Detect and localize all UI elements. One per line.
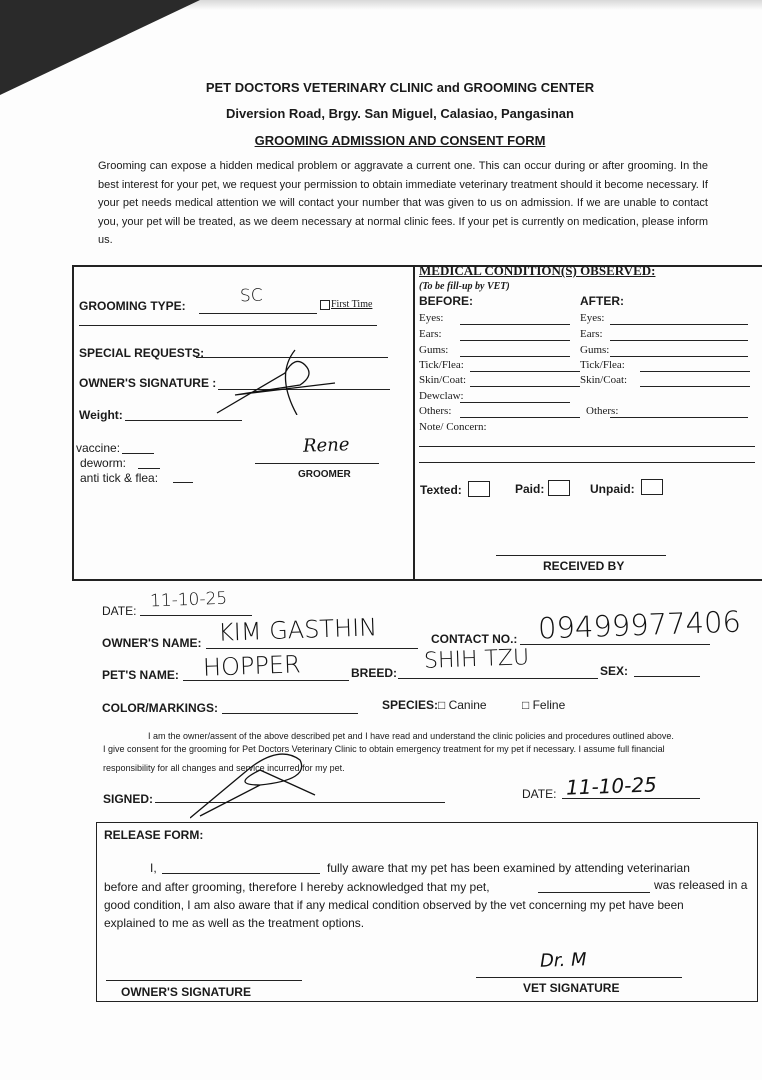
antitick-label: anti tick & flea: — [80, 471, 159, 485]
before-field-label: Tick/Flea: — [419, 359, 464, 371]
date-field[interactable] — [140, 615, 252, 616]
after-field-input[interactable] — [640, 371, 750, 372]
received-by-label: RECEIVED BY — [543, 559, 625, 573]
special-requests-label: SPECIAL REQUESTS: — [79, 346, 205, 360]
groomer-label: GROOMER — [298, 469, 351, 480]
scan-edge — [150, 0, 762, 10]
consent-date-value: 11-10-25 — [565, 772, 658, 800]
date-label: DATE: — [102, 604, 137, 618]
after-field-label: Skin/Coat: — [580, 374, 628, 386]
note-line-2[interactable] — [419, 462, 755, 463]
after-field-input[interactable] — [610, 417, 748, 418]
groomer-line[interactable] — [255, 463, 379, 464]
release-text-4: explained to me as well as the treatment options. — [104, 916, 365, 930]
release-text-1: fully aware that my pet has been examined by attending veterinarian — [327, 861, 690, 875]
clinic-name: PET DOCTORS VETERINARY CLINIC and GROOMING CENTER — [205, 80, 595, 95]
paid-checkbox[interactable] — [548, 480, 570, 496]
groomer-signature: Rene — [302, 434, 350, 457]
after-field-label: Ears: — [580, 328, 603, 340]
intro-paragraph: Grooming can expose a hidden medical problem or aggravate a current one. This can occur during or after grooming. In the best interest for your pet, we request your permission to obtain immediate veterinary treatment should it become necessary. If your pet needs medical attention we will contact your number that was given to us on admission. If we are unable to contact you, your pet will be treated, as we deem necessary at normal clinic fees. If your pet is currently on medication, please inform us. — [98, 160, 708, 246]
after-field-label: Others: — [586, 405, 619, 417]
before-field-input[interactable] — [460, 340, 570, 341]
before-field-label: Dewclaw: — [419, 390, 464, 402]
form-title: GROOMING ADMISSION AND CONSENT FORM — [254, 133, 546, 148]
grooming-extra-line — [79, 325, 377, 326]
consent-signature-drawing — [190, 740, 320, 820]
before-field-input[interactable] — [470, 386, 580, 387]
after-field-label: Tick/Flea: — [580, 359, 625, 371]
paid-label: Paid: — [515, 482, 545, 496]
owner-signature-line[interactable] — [106, 980, 302, 981]
release-i: I, — [150, 861, 157, 875]
pet-name-value: HOPPER — [202, 650, 302, 682]
release-title: RELEASE FORM: — [104, 828, 204, 842]
before-field-label: Skin/Coat: — [419, 374, 467, 386]
grooming-type-value: SC — [239, 285, 264, 307]
note-line-1[interactable] — [419, 446, 755, 447]
before-field-input[interactable] — [460, 402, 570, 403]
before-field-input[interactable] — [460, 324, 570, 325]
consent-date-label: DATE: — [522, 787, 557, 801]
grooming-type-field[interactable] — [199, 313, 317, 314]
vet-signature-line[interactable] — [476, 977, 682, 978]
clinic-address: Diversion Road, Brgy. San Miguel, Calasiao, Pangasinan — [226, 106, 574, 121]
before-field-label: Eyes: — [419, 312, 444, 324]
color-markings-label: COLOR/MARKINGS: — [102, 701, 218, 715]
sex-field[interactable] — [634, 676, 700, 677]
breed-field[interactable] — [398, 678, 598, 679]
after-field-input[interactable] — [610, 340, 748, 341]
release-form-box — [96, 822, 758, 1002]
after-field-input[interactable] — [610, 356, 748, 357]
consent-line-3: responsibility for all changes and service incurred for my pet. — [103, 763, 345, 773]
deworm-label: deworm: — [80, 456, 127, 470]
owner-name-label: OWNER'S NAME: — [102, 636, 202, 650]
received-by-line[interactable] — [496, 555, 666, 556]
contact-value: 09499977406 — [537, 604, 742, 646]
release-pet-field[interactable] — [538, 892, 650, 893]
before-field-input[interactable] — [460, 356, 570, 357]
before-field-label: Ears: — [419, 328, 442, 340]
color-markings-field[interactable] — [222, 713, 358, 714]
before-heading: BEFORE: — [419, 294, 473, 308]
texted-label: Texted: — [420, 483, 462, 497]
owner-signature-label: OWNER'S SIGNATURE : — [79, 376, 217, 390]
box-divider — [413, 265, 415, 581]
grooming-type-label: GROOMING TYPE: — [79, 299, 186, 313]
owner-signature-drawing — [215, 345, 345, 415]
after-heading: AFTER: — [580, 294, 624, 308]
owner-signature-caption: OWNER'S SIGNATURE — [121, 985, 251, 999]
unpaid-label: Unpaid: — [590, 482, 635, 496]
vet-signature-value: Dr. M — [539, 949, 587, 972]
vaccine-field[interactable] — [122, 453, 154, 454]
first-time-label: First Time — [331, 299, 373, 310]
species-label: SPECIES: — [382, 698, 439, 712]
breed-label: BREED: — [351, 666, 398, 680]
antitick-field[interactable] — [173, 482, 193, 483]
vaccine-label: vaccine: — [76, 441, 121, 455]
deworm-field[interactable] — [138, 468, 160, 469]
owner-name-value: KIM GASTHIN — [217, 613, 378, 647]
signed-label: SIGNED: — [103, 792, 154, 806]
release-name-field[interactable] — [162, 873, 320, 874]
date-value: 11-10-25 — [149, 588, 228, 612]
before-field-input[interactable] — [470, 371, 580, 372]
texted-checkbox[interactable] — [468, 481, 490, 497]
after-field-input[interactable] — [640, 386, 750, 387]
weight-field[interactable] — [125, 420, 242, 421]
before-field-input[interactable] — [460, 417, 580, 418]
release-text-2b: was released in a — [654, 878, 748, 892]
consent-line-2: I give consent for the grooming for Pet Doctors Veterinary Clinic to obtain emergency treatment for my pet if necessary. I assume full financial — [103, 744, 665, 754]
species-feline-option[interactable]: □ Feline — [522, 698, 566, 712]
after-field-input[interactable] — [610, 324, 748, 325]
sex-label: SEX: — [600, 664, 629, 678]
consent-line-1: I am the owner/assent of the above described pet and I have read and understand the clinic policies and procedures outlined above. — [148, 731, 674, 741]
vet-signature-caption: VET SIGNATURE — [523, 981, 620, 995]
after-field-label: Eyes: — [580, 312, 605, 324]
owner-name-field[interactable] — [206, 648, 418, 649]
first-time-checkbox[interactable] — [320, 300, 330, 310]
weight-label: Weight: — [79, 408, 123, 422]
note-label: Note/ Concern: — [419, 421, 487, 433]
before-field-label: Others: — [419, 405, 452, 417]
contact-label: CONTACT NO.: — [431, 632, 518, 646]
release-text-2a: before and after grooming, therefore I hereby acknowledged that my pet, — [104, 880, 490, 894]
unpaid-checkbox[interactable] — [641, 479, 663, 495]
after-field-label: Gums: — [580, 344, 610, 356]
species-canine-option[interactable]: □ Canine — [438, 698, 487, 712]
pet-name-label: PET'S NAME: — [102, 668, 179, 682]
medical-title: MEDICAL CONDITION(S) OBSERVED: — [419, 263, 656, 278]
breed-value: SHIH TZU — [423, 645, 530, 674]
medical-subtitle: (To be fill-up by VET) — [419, 281, 510, 292]
release-text-3: good condition, I am also aware that if any medical condition observed by the vet concerning my pet have been — [104, 898, 684, 912]
before-field-label: Gums: — [419, 344, 449, 356]
